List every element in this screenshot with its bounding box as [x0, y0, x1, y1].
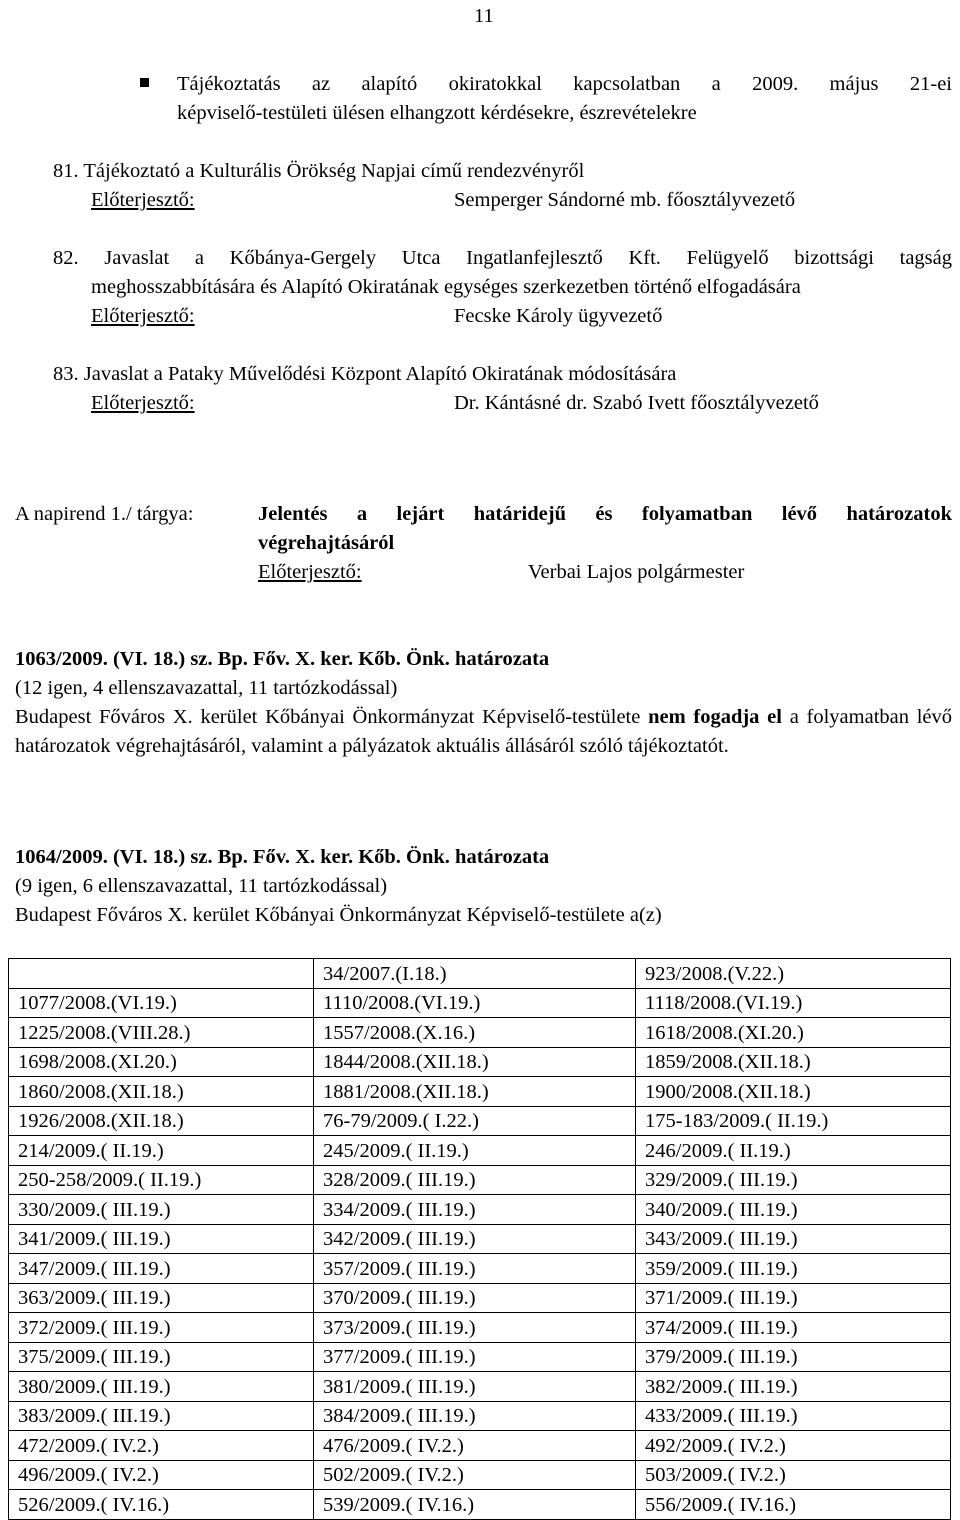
table-row	[9, 1372, 951, 1402]
table-cell: 556/2009.( IV.16.)	[636, 1490, 951, 1520]
resolution-vote: (9 igen, 6 ellenszavazattal, 11 tartózkodással)	[15, 875, 388, 897]
table-row	[9, 1047, 951, 1077]
table-cell: 175-183/2009.( II.19.)	[636, 1106, 951, 1136]
table-row	[9, 1460, 951, 1490]
table-cell: 363/2009.( III.19.)	[9, 1283, 314, 1313]
table-cell: 246/2009.( II.19.)	[636, 1136, 951, 1166]
agenda-presenter-name: Verbai Lajos polgármester	[528, 561, 745, 583]
table-cell: 382/2009.( III.19.)	[636, 1372, 951, 1402]
table-cell: 34/2007.(I.18.)	[314, 959, 636, 989]
table-row	[9, 988, 951, 1018]
table-cell: 1118/2008.(VI.19.)	[636, 988, 951, 1018]
agenda-title-line1: Jelentés a lejárt határidejű és folyamatban lévő határozatok	[258, 503, 952, 525]
table-row	[9, 1195, 951, 1225]
table-cell: 476/2009.( IV.2.)	[314, 1431, 636, 1461]
table-cell: 357/2009.( III.19.)	[314, 1254, 636, 1284]
table-cell: 1859/2008.(XII.18.)	[636, 1047, 951, 1077]
presenter-name: Semperger Sándorné mb. főosztályvezető	[454, 189, 796, 211]
resolution-body: Budapest Főváros X. kerület Kőbányai Önkormányzat Képviselő-testülete nem fogadja el a folyamatban lévő határozatok végrehajtásáról, valamint a pályázatok aktuális állásáról szóló tájékoztatót.	[15, 706, 953, 757]
resolution-body: Budapest Főváros X. kerület Kőbányai Önkormányzat Képviselő-testülete a(z)	[15, 904, 662, 926]
table-cell	[9, 959, 314, 989]
table-cell: 214/2009.( II.19.)	[9, 1136, 314, 1166]
table-cell: 503/2009.( IV.2.)	[636, 1460, 951, 1490]
resolution-id: 1064/2009. (VI. 18.) sz. Bp. Főv. X. ker. Kőb. Önk. határozata	[15, 846, 550, 868]
table-cell: 472/2009.( IV.2.)	[9, 1431, 314, 1461]
table-row	[9, 1490, 951, 1520]
table-cell: 250-258/2009.( II.19.)	[9, 1165, 314, 1195]
bullet-item-line2: képviselő-testületi ülésen elhangzott kérdésekre, észrevételekre	[177, 102, 697, 124]
table-cell: 502/2009.( IV.2.)	[314, 1460, 636, 1490]
presenter-label: Előterjesztő:	[91, 189, 195, 211]
table-row	[9, 1077, 951, 1107]
table-cell: 343/2009.( III.19.)	[636, 1224, 951, 1254]
table-row	[9, 1106, 951, 1136]
table-row	[9, 1254, 951, 1284]
bullet-item-line1: Tájékoztatás az alapító okiratokkal kapcsolatban a 2009. május 21-ei	[177, 73, 952, 95]
table-cell: 492/2009.( IV.2.)	[636, 1431, 951, 1461]
agenda-title-line2: végrehajtásáról	[258, 532, 395, 554]
table-row	[9, 959, 951, 989]
table-cell: 328/2009.( III.19.)	[314, 1165, 636, 1195]
table-cell: 245/2009.( II.19.)	[314, 1136, 636, 1166]
table-cell: 1557/2008.(X.16.)	[314, 1018, 636, 1048]
agenda-item-82-title-line1: 82. Javaslat a Kőbánya-Gergely Utca Ingatlanfejlesztő Kft. Felügyelő bizottsági tagság	[53, 247, 952, 269]
resolution-id: 1063/2009. (VI. 18.) sz. Bp. Főv. X. ker. Kőb. Önk. határozata	[15, 648, 550, 670]
table-cell: 1844/2008.(XII.18.)	[314, 1047, 636, 1077]
table-row	[9, 1313, 951, 1343]
table-cell: 1900/2008.(XII.18.)	[636, 1077, 951, 1107]
agenda-presenter-label: Előterjesztő:	[258, 561, 362, 583]
agenda-label: A napirend 1./ tárgya:	[15, 503, 194, 525]
table-cell: 381/2009.( III.19.)	[314, 1372, 636, 1402]
table-row	[9, 1224, 951, 1254]
table-cell: 341/2009.( III.19.)	[9, 1224, 314, 1254]
resolution-table	[8, 958, 951, 1520]
presenter-label: Előterjesztő:	[91, 305, 195, 327]
table-cell: 496/2009.( IV.2.)	[9, 1460, 314, 1490]
table-row	[9, 1401, 951, 1431]
table-row	[9, 1431, 951, 1461]
table-cell: 1077/2008.(VI.19.)	[9, 988, 314, 1018]
table-cell: 76-79/2009.( I.22.)	[314, 1106, 636, 1136]
table-cell: 375/2009.( III.19.)	[9, 1342, 314, 1372]
table-cell: 923/2008.(V.22.)	[636, 959, 951, 989]
table-cell: 1698/2008.(XI.20.)	[9, 1047, 314, 1077]
table-cell: 373/2009.( III.19.)	[314, 1313, 636, 1343]
resolution-vote: (12 igen, 4 ellenszavazattal, 11 tartózkodással)	[15, 677, 398, 699]
table-cell: 342/2009.( III.19.)	[314, 1224, 636, 1254]
table-cell: 340/2009.( III.19.)	[636, 1195, 951, 1225]
table-row	[9, 1018, 951, 1048]
table-cell: 1225/2008.(VIII.28.)	[9, 1018, 314, 1048]
table-cell: 329/2009.( III.19.)	[636, 1165, 951, 1195]
table-cell: 1110/2008.(VI.19.)	[314, 988, 636, 1018]
agenda-item-82-title-line2: meghosszabbítására és Alapító Okiratának egységes szerkezetben történő elfogadására	[91, 276, 801, 298]
table-row	[9, 1136, 951, 1166]
bullet-icon	[140, 78, 149, 87]
table-cell: 384/2009.( III.19.)	[314, 1401, 636, 1431]
agenda-item-83-title: 83. Javaslat a Pataky Művelődési Központ Alapító Okiratának módosítására	[53, 363, 677, 385]
table-row	[9, 1165, 951, 1195]
presenter-name: Dr. Kántásné dr. Szabó Ivett főosztályvezető	[454, 392, 819, 414]
table-cell: 526/2009.( IV.16.)	[9, 1490, 314, 1520]
table-cell: 372/2009.( III.19.)	[9, 1313, 314, 1343]
table-cell: 1881/2008.(XII.18.)	[314, 1077, 636, 1107]
table-cell: 539/2009.( IV.16.)	[314, 1490, 636, 1520]
table-cell: 1860/2008.(XII.18.)	[9, 1077, 314, 1107]
table-cell: 380/2009.( III.19.)	[9, 1372, 314, 1402]
table-cell: 359/2009.( III.19.)	[636, 1254, 951, 1284]
table-row	[9, 1283, 951, 1313]
table-cell: 383/2009.( III.19.)	[9, 1401, 314, 1431]
page-number: 11	[474, 5, 494, 27]
table-cell: 374/2009.( III.19.)	[636, 1313, 951, 1343]
table-cell: 377/2009.( III.19.)	[314, 1342, 636, 1372]
table-cell: 433/2009.( III.19.)	[636, 1401, 951, 1431]
table-row	[9, 1342, 951, 1372]
table-cell: 370/2009.( III.19.)	[314, 1283, 636, 1313]
table-cell: 1926/2008.(XII.18.)	[9, 1106, 314, 1136]
table-cell: 1618/2008.(XI.20.)	[636, 1018, 951, 1048]
table-cell: 347/2009.( III.19.)	[9, 1254, 314, 1284]
presenter-label: Előterjesztő:	[91, 392, 195, 414]
table-cell: 379/2009.( III.19.)	[636, 1342, 951, 1372]
table-cell: 371/2009.( III.19.)	[636, 1283, 951, 1313]
table-cell: 330/2009.( III.19.)	[9, 1195, 314, 1225]
presenter-name: Fecske Károly ügyvezető	[454, 305, 663, 327]
table-cell: 334/2009.( III.19.)	[314, 1195, 636, 1225]
agenda-item-81-title: 81. Tájékoztató a Kulturális Örökség Napjai című rendezvényről	[53, 160, 585, 182]
